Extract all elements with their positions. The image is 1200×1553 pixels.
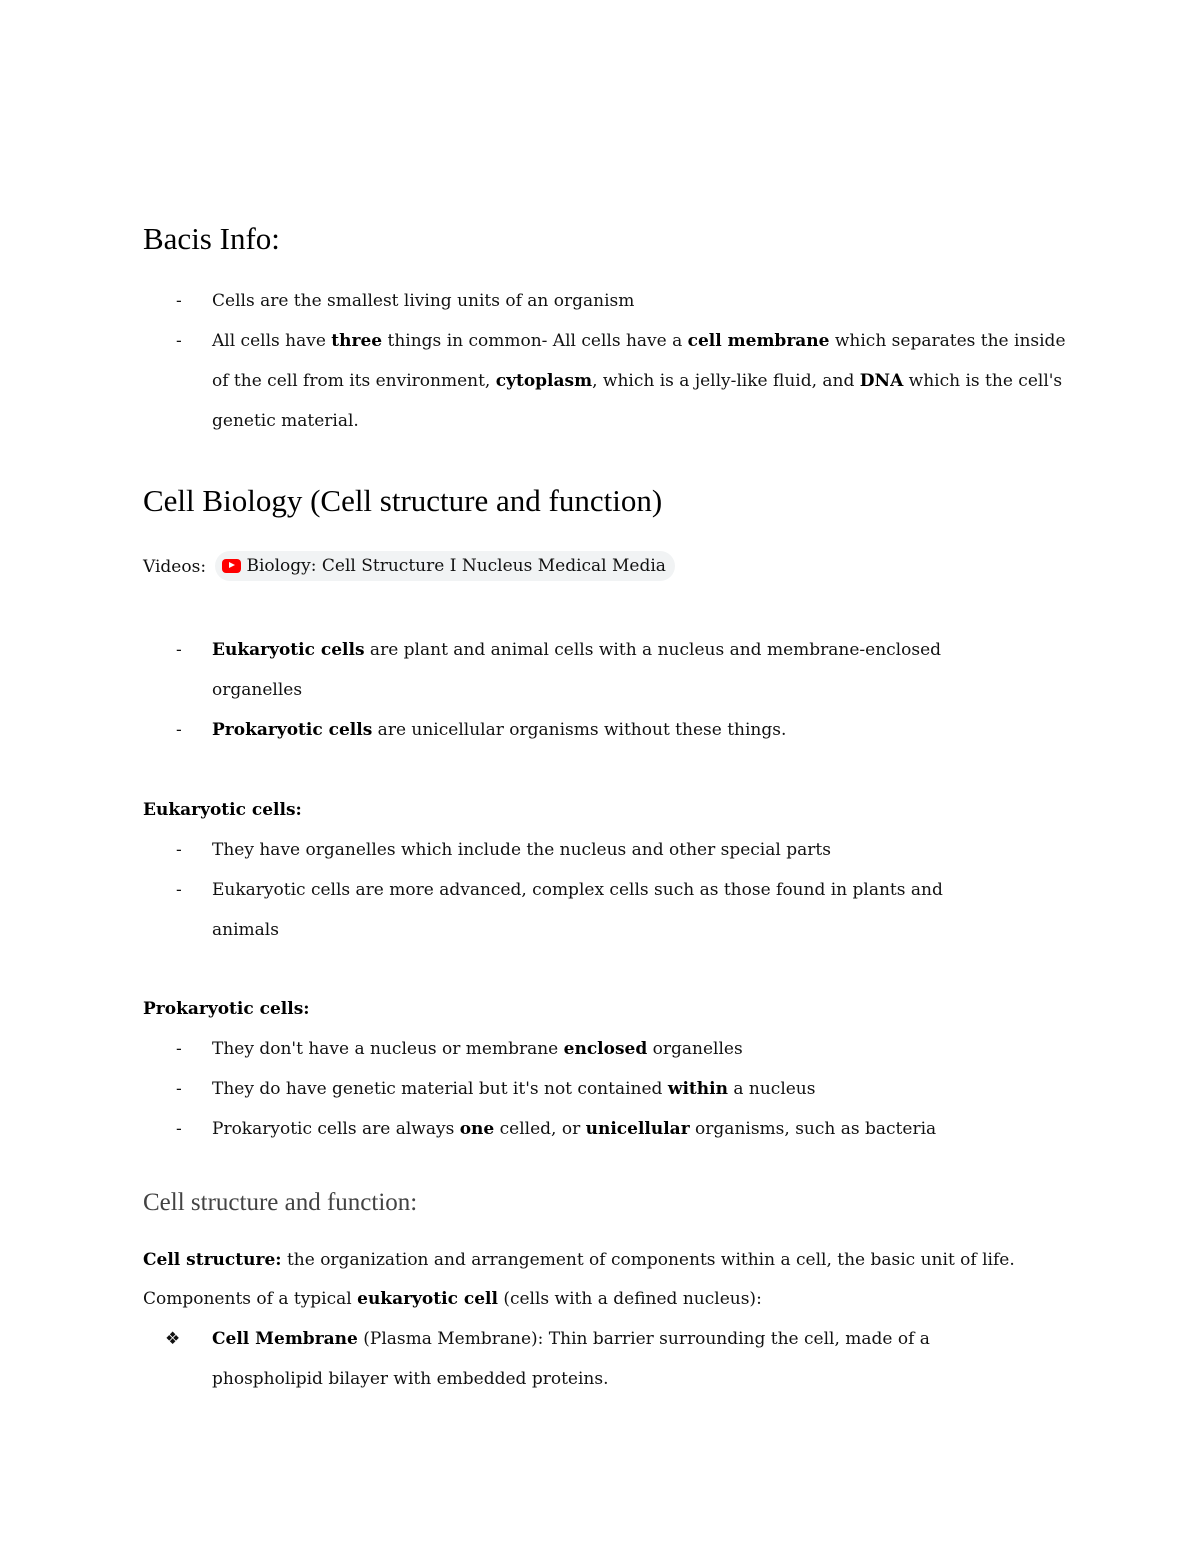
- bold-term: Cell structure:: [143, 1250, 282, 1270]
- text-run: organelles: [647, 1039, 743, 1059]
- text-run: organisms, such as bacteria: [689, 1119, 937, 1139]
- basic-info-heading: Bacis Info:: [143, 221, 280, 256]
- list-item-text: [212, 630, 993, 710]
- text-run: They do have genetic material but it's not contained: [212, 1079, 668, 1099]
- components-list: [143, 1319, 1083, 1399]
- dash-marker: -: [176, 1039, 182, 1059]
- text-run: , which is a jelly-like fluid, and: [592, 371, 860, 391]
- prokaryotic-list: [143, 1029, 1083, 1149]
- text-run: are unicellular organisms without these things.: [372, 720, 787, 740]
- videos-label: Videos:: [143, 557, 207, 577]
- list-item: [143, 830, 1083, 870]
- video-link-chip[interactable]: [215, 551, 675, 581]
- text-run: (cells with a defined nucleus):: [497, 1289, 762, 1309]
- basic-info-list: [143, 281, 1083, 441]
- list-item-text: [212, 1109, 1083, 1149]
- list-item-text: [212, 1319, 993, 1399]
- components-intro: [143, 1279, 762, 1319]
- list-item-text: [212, 1069, 1083, 1109]
- text-run: (Plasma Membrane): Thin barrier surrounding the cell, made of a phospholipid bilayer with embedded proteins.: [212, 1329, 930, 1389]
- bold-term: Eukaryotic cells: [212, 640, 365, 660]
- text-run: are plant and animal cells with a nucleus and membrane-enclosed organelles: [212, 640, 942, 700]
- list-item: [143, 1319, 1083, 1399]
- text-run: All cells have: [212, 331, 332, 351]
- text-run: They have organelles which include the nucleus and other special parts: [212, 840, 831, 860]
- eukaryotic-heading: Eukaryotic cells:: [143, 800, 302, 820]
- bold-term: Cell Membrane: [212, 1329, 358, 1349]
- bold-term: unicellular: [585, 1119, 690, 1139]
- list-item: [143, 1069, 1083, 1109]
- text-run: the organization and arrangement of components within a cell, the basic unit of life.: [281, 1250, 1015, 1270]
- dash-marker: -: [176, 1079, 182, 1099]
- eukaryotic-list: [143, 830, 1083, 950]
- text-run: which separates the inside of the cell from its environment,: [212, 331, 1066, 391]
- dash-marker: -: [176, 1119, 182, 1139]
- list-item: [143, 630, 1083, 710]
- dash-marker: -: [176, 720, 182, 740]
- list-item-text: [212, 281, 1083, 321]
- bold-term: DNA: [859, 371, 904, 391]
- list-item: [143, 870, 1083, 950]
- text-run: a nucleus: [727, 1079, 816, 1099]
- bold-term: cell membrane: [687, 331, 830, 351]
- bold-term: three: [331, 331, 383, 351]
- list-item-text: [212, 1029, 1083, 1069]
- text-run: Eukaryotic cells are more advanced, complex cells such as those found in plants and animals: [212, 880, 943, 940]
- list-item: [143, 1029, 1083, 1069]
- text-run: which is the cell's genetic material.: [212, 371, 1063, 431]
- bold-term: cytoplasm: [495, 371, 593, 391]
- video-link-title: Biology: Cell Structure I Nucleus Medical Media: [246, 555, 666, 576]
- bold-term: eukaryotic cell: [357, 1289, 498, 1309]
- text-run: Prokaryotic cells are always: [212, 1119, 460, 1139]
- dash-marker: -: [176, 640, 182, 660]
- diamond-bullet-icon: ❖: [165, 1329, 181, 1349]
- list-item-text: [212, 870, 993, 950]
- list-item-text: [212, 710, 1083, 750]
- text-run: Components of a typical: [143, 1289, 358, 1309]
- bold-term: Prokaryotic cells: [212, 720, 373, 740]
- list-item-text: [212, 830, 1083, 870]
- youtube-icon: [222, 559, 241, 573]
- videos-line: [143, 547, 675, 587]
- prokaryotic-heading: Prokaryotic cells:: [143, 999, 310, 1019]
- list-item: [143, 281, 1083, 321]
- dash-marker: -: [176, 291, 182, 311]
- dash-marker: -: [176, 840, 182, 860]
- dash-marker: -: [176, 880, 182, 900]
- text-run: They don't have a nucleus or membrane: [212, 1039, 564, 1059]
- cell-types-list: [143, 630, 1083, 750]
- bold-term: within: [667, 1079, 728, 1099]
- cell-biology-heading: Cell Biology (Cell structure and function): [143, 483, 663, 518]
- list-item: [143, 321, 1083, 441]
- list-item: [143, 1109, 1083, 1149]
- text-run: things in common- All cells have a: [382, 331, 688, 351]
- structure-function-heading: Cell structure and function:: [143, 1189, 418, 1216]
- text-run: Cells are the smallest living units of an organism: [212, 291, 635, 311]
- cell-structure-definition: [143, 1240, 1015, 1280]
- bold-term: one: [459, 1119, 495, 1139]
- dash-marker: -: [176, 331, 182, 351]
- text-run: celled, or: [494, 1119, 586, 1139]
- list-item-text: [212, 321, 1073, 441]
- bold-term: enclosed: [563, 1039, 648, 1059]
- list-item: [143, 710, 1083, 750]
